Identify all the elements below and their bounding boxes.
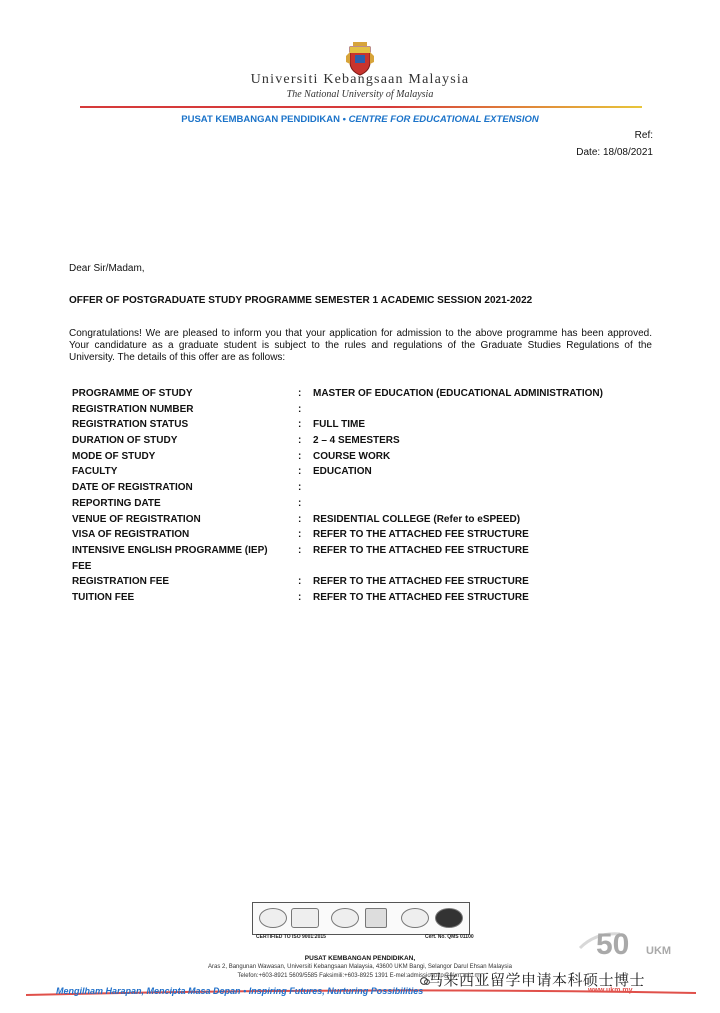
certification-logo-icon bbox=[259, 908, 287, 928]
university-name: Universiti Kebangsaan Malaysia bbox=[250, 72, 470, 87]
detail-colon: : bbox=[298, 419, 302, 431]
detail-label: REPORTING DATE bbox=[72, 497, 161, 509]
detail-row bbox=[72, 402, 662, 418]
detail-colon: : bbox=[298, 435, 302, 447]
detail-colon: : bbox=[298, 544, 302, 556]
certification-logo-icon bbox=[365, 908, 387, 928]
slogan-malay: Mengilham Harapan, Mencipta Masa Depan bbox=[56, 986, 241, 996]
detail-label: REGISTRATION NUMBER bbox=[72, 403, 194, 415]
certification-right-text: Cert. No. QMS 01100 bbox=[425, 934, 474, 940]
detail-colon: : bbox=[298, 497, 302, 509]
anniversary-number: 50 bbox=[596, 928, 630, 961]
footer-telephone: Telefon:+603-8921 5609/5585 Faksimili:+603-8925 1391 E-mel:admissionpkp@ukm.edu.my bbox=[237, 973, 483, 979]
certification-left-text: CERTIFIED TO ISO 9001:2015 bbox=[256, 934, 326, 940]
detail-row bbox=[72, 590, 662, 606]
detail-row bbox=[72, 527, 662, 543]
footer-slogan bbox=[56, 986, 423, 996]
salutation: Dear Sir/Madam, bbox=[69, 263, 145, 274]
detail-colon: : bbox=[298, 529, 302, 541]
certification-logo-icon bbox=[435, 908, 463, 928]
offer-details-table bbox=[72, 386, 662, 606]
detail-label: INTENSIVE ENGLISH PROGRAMME (IEP) FEE bbox=[72, 544, 268, 572]
university-subtitle: The National University of Malaysia bbox=[286, 89, 434, 100]
detail-label: REGISTRATION FEE bbox=[72, 576, 170, 588]
detail-row bbox=[72, 386, 662, 402]
letter-subject: OFFER OF POSTGRADUATE STUDY PROGRAMME SEMESTER 1 ACADEMIC SESSION 2021-2022 bbox=[69, 295, 533, 306]
detail-colon: : bbox=[298, 576, 302, 588]
detail-label: TUITION FEE bbox=[72, 591, 135, 603]
footer-website: www.ukm.my bbox=[588, 987, 633, 994]
detail-colon: : bbox=[298, 482, 302, 494]
detail-label: DURATION OF STUDY bbox=[72, 435, 178, 447]
anniversary-label: UKM bbox=[646, 945, 672, 957]
slogan-separator: • bbox=[243, 986, 247, 996]
detail-value: REFER TO THE ATTACHED FEE STRUCTURE bbox=[313, 576, 529, 588]
detail-colon: : bbox=[298, 513, 302, 525]
detail-row bbox=[72, 480, 662, 496]
detail-label: VENUE OF REGISTRATION bbox=[72, 513, 201, 525]
detail-row bbox=[72, 574, 662, 590]
detail-row bbox=[72, 464, 662, 480]
detail-label: MODE OF STUDY bbox=[72, 450, 156, 462]
detail-value: EDUCATION bbox=[313, 466, 372, 478]
slogan-english: Inspiring Futures, Nurturing Possibilities bbox=[248, 986, 424, 996]
detail-value: MASTER OF EDUCATION (EDUCATIONAL ADMINISTRATION) bbox=[313, 388, 603, 399]
centre-separator: • bbox=[342, 114, 346, 125]
detail-row bbox=[72, 417, 662, 433]
detail-value: FULL TIME bbox=[313, 419, 366, 431]
detail-label: DATE OF REGISTRATION bbox=[72, 482, 193, 494]
detail-value: REFER TO THE ATTACHED FEE STRUCTURE bbox=[313, 544, 529, 556]
letter-date: Date: 18/08/2021 bbox=[576, 147, 653, 158]
centre-name bbox=[0, 114, 720, 125]
certification-logo-icon bbox=[291, 908, 319, 928]
footer-centre-name: PUSAT KEMBANGAN PENDIDIKAN, bbox=[304, 955, 416, 962]
certification-logo-icon bbox=[401, 908, 429, 928]
detail-value: REFER TO THE ATTACHED FEE STRUCTURE bbox=[313, 529, 529, 541]
certification-logos bbox=[252, 902, 470, 935]
detail-row bbox=[72, 496, 662, 512]
watermark-text: 马来西亚留学申请本科硕士博士 bbox=[428, 972, 646, 989]
detail-value: REFER TO THE ATTACHED FEE STRUCTURE bbox=[313, 591, 529, 603]
footer-address: Aras 2, Bangunan Wawasan, Universiti Kebangsaan Malaysia, 43600 UKM Bangi, Selangor Darul Ehsan Malaysia bbox=[208, 964, 512, 970]
detail-colon: : bbox=[298, 450, 302, 462]
detail-value: COURSE WORK bbox=[313, 450, 391, 462]
header-rule bbox=[80, 106, 642, 108]
detail-label: FACULTY bbox=[72, 466, 118, 478]
certification-logo-icon bbox=[331, 908, 359, 928]
detail-colon: : bbox=[298, 388, 302, 399]
detail-label: REGISTRATION STATUS bbox=[72, 419, 189, 431]
detail-row bbox=[72, 449, 662, 465]
detail-label: PROGRAMME OF STUDY bbox=[72, 388, 193, 399]
detail-row bbox=[72, 433, 662, 449]
centre-name-malay: PUSAT KEMBANGAN PENDIDIKAN bbox=[181, 114, 340, 125]
detail-colon: : bbox=[298, 403, 302, 415]
intro-paragraph: Congratulations! We are pleased to inform you that your application for admission to the above programme has been approved. Your candidature as a graduate student is subject to the rules and regulations of the Graduate Studies Regulations of the University. The details of this offer are as follows: bbox=[69, 328, 652, 363]
detail-value: RESIDENTIAL COLLEGE (Refer to eSPEED) bbox=[313, 513, 521, 525]
detail-value: 2 – 4 SEMESTERS bbox=[313, 435, 400, 447]
detail-row bbox=[72, 543, 662, 574]
detail-colon: : bbox=[298, 591, 302, 603]
detail-label: VISA OF REGISTRATION bbox=[72, 529, 190, 541]
centre-name-english: CENTRE FOR EDUCATIONAL EXTENSION bbox=[348, 114, 539, 125]
detail-colon: : bbox=[298, 466, 302, 478]
reference-label: Ref: bbox=[634, 130, 653, 141]
university-crest-icon bbox=[344, 42, 376, 76]
detail-row bbox=[72, 512, 662, 528]
